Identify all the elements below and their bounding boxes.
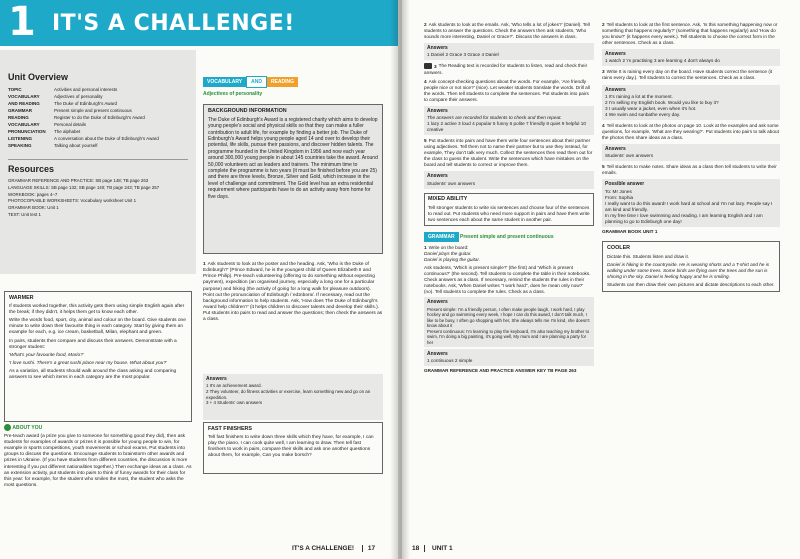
exercise-1 <box>203 262 383 323</box>
overview-value: A conversation about the Duke of Edinburgh's Award <box>54 135 159 141</box>
grammar-tag: GRAMMAR <box>424 232 459 242</box>
vocabulary-tag: VOCABULARY <box>203 77 246 87</box>
overview-table <box>8 87 188 149</box>
cooler-text: Dictate this. Students listen and draw it. <box>607 253 690 259</box>
exercise-number: 4 <box>602 122 605 128</box>
overview-key: AND READING <box>8 100 40 106</box>
cooler-heading: COOLER <box>607 244 631 251</box>
board-line: Daniel is playing the guitar. <box>424 257 481 263</box>
overview-key: VOCABULARY <box>8 121 40 127</box>
answers-box <box>424 106 594 135</box>
warmer-paragraph: If students worked together, this activity gets them using simple English again after the break; if they didn't, it helps them get to know each other. <box>9 303 185 316</box>
possible-answer-line: From: Sophia <box>605 194 634 200</box>
resources-heading: Resources <box>8 159 188 176</box>
overview-row <box>8 128 188 135</box>
grammar-subtitle: Present simple and present continuous <box>459 233 554 240</box>
answers-box-1 <box>203 374 383 420</box>
about-you-text: Pre-teach award (a prize you give to someone for something good they did), then ask students for examples of awards or prizes it is possible for young people to win, for example in sports competitions, youth movements or school exams. Put students into groups to discuss the questions. Encourage students to brainstorm other awards and prizes in Ukraine. (If you have students from different countries, the discussion is more interesting if you put different nationalities together.) Then exchange ideas as a class. As an extension activity, put students into pairs to think of funny awards for their class for this year: for example, for the student who smiles the most, the student who asks the most questions. <box>4 433 192 488</box>
overview-value: Present simple and present continuous <box>54 107 132 113</box>
overview-row <box>8 93 188 100</box>
answers-heading: Answers <box>605 86 626 93</box>
answers-box <box>602 49 780 66</box>
fast-finishers-box <box>203 422 383 474</box>
answer-item: 4 We swim and sunbathe every day. <box>605 111 681 117</box>
possible-answer-line: To: Mr Jones <box>605 188 632 194</box>
possible-answer-box <box>602 179 780 226</box>
answers-box <box>424 297 594 347</box>
answer-item: 2 I'm selling my English book. Would you like to buy it? <box>605 99 719 105</box>
reading-tag: READING <box>267 77 298 87</box>
answers-text: 1 lazy 2 active 3 loud 4 popular 5 funny 6 polite 7 friendly 8 quiet 9 helpful 10 creative <box>427 121 586 133</box>
exercise-text: Ask students to look at the poster and the heading. Ask, 'Who is the Duke of Edinburgh?' (Prince Edward, he is the youngest child of Queen Elizabeth II and Prince Philip). Pre-teach volunteering (offering to do something without expecting payment), expedition (an organised journey, especially a long one for a particular purpose) and hiking (the activity of going for a long walk for pleasure outdoors). Point out the pronunciation of Edinburgh /ˈedɪnbərə/. If necessary, read out the background information to help students. Ask, 'How does The Duke of Edinburgh's Award help children?' (it helps children to discover talents and develop their skills.). Put students into pairs to read and answer the questions; then check the answers as a class. <box>203 262 383 323</box>
exercise-number: 5 <box>424 138 427 144</box>
mixed-ability-box <box>424 193 594 226</box>
background-info-heading: BACKGROUND INFORMATION <box>208 108 287 114</box>
resource-line: WORKBOOK: pages 4–7 <box>8 191 58 197</box>
answers-heading: Answers <box>427 173 448 180</box>
cooler-text: Students can then draw their own pictures and dictate descriptions to each other. <box>607 281 775 287</box>
exercise-number: 5 <box>602 164 605 170</box>
resources-list <box>8 178 188 217</box>
answer-item: 2 They volunteer, do fitness activities or exercise, learn something new and go on an expedition. <box>206 389 371 400</box>
answers-text: 1 Daniel 2 Grace 3 Grace 4 Daniel <box>427 52 499 58</box>
answers-heading: Answers <box>427 45 448 52</box>
answers-heading: Answers <box>206 376 227 382</box>
warmer-paragraph: In pairs, students then compare and discuss their answers. Demonstrate with a stronger student: <box>9 338 177 350</box>
warmer-box <box>4 291 192 422</box>
possible-answer-line: I really want to do this award! I work hard at school and I'm not lazy. People say I am kind and friendly. <box>605 200 773 212</box>
overview-value: The alphabet <box>54 128 81 134</box>
answer-item: 3 + 4 Students' own answers <box>206 400 263 406</box>
resource-line: TEST: Unit test 1 <box>8 211 41 217</box>
warmer-text <box>9 304 187 381</box>
grammar-header <box>424 232 594 242</box>
exercise-text: Ask students to look at the emails. Ask, 'Who tells a lot of jokes?' (Daniel). Tell students to answer the questions. Check the answers then ask students, 'Who sounds more interesting, Daniel or Grace?'. Discuss the answers in class. <box>424 22 590 40</box>
answers-box <box>602 85 780 120</box>
warmer-paragraph: Write the words food, sport, city, animal and colour on the board. Give students one minute to write down their favourite thing in each category. Start by giving them an example for each, e.g. ice cream, basketball, Milan, elephant and green. <box>9 318 186 336</box>
mixed-ability-text: Tell stronger students to write six sentences and choose four of the sentences to read out. Put students who need more support in pairs and have them write two sentences each about the same student in another pair. <box>428 204 590 222</box>
answers-heading: Answers <box>427 299 448 306</box>
footer-label: UNIT 1 <box>432 545 453 552</box>
overview-row <box>8 142 188 149</box>
right-column-1 <box>424 22 594 374</box>
resource-line: GRAMMAR REFERENCE AND PRACTICE: SB page 148; TB page 263 <box>8 178 149 184</box>
answers-text: 1 continuous 2 simple <box>427 358 473 364</box>
answers-box <box>602 144 780 161</box>
exercise-line: Write on the board: <box>428 245 469 251</box>
footer-label: IT'S A CHALLENGE! <box>292 545 355 552</box>
right-column-2 <box>602 22 780 292</box>
exercise-text: Tell students to look at the photos on page 10. Look at the examples and ask some questions, for example, 'What are they wearing?'. Put students into pairs to talk about the photos then share ideas as a class. <box>602 122 779 140</box>
exercise-text: Ask students, 'Which is present simple?' (the first) and 'Which is present continuous?' (the second). Tell students to complete the table in their notebooks. Check answers as a class. If necessary, remind the students the rules in their notebooks. Ask, 'When Daniel writes "I work hard", does he mean only now?' (no). Tell students to complete the rules. Check as a class. <box>424 265 591 295</box>
overview-value: Register to do the Duke of Edinburgh's Award <box>54 114 145 120</box>
unit-title: IT'S A CHALLENGE! <box>52 11 295 36</box>
overview-key: VOCABULARY <box>8 94 40 100</box>
answer-item: 1 It's an achievement award. <box>206 383 262 389</box>
answers-text: 1 watch 2 'm practising 3 are learning 4 don't always do <box>605 58 720 64</box>
overview-value: Talking about yourself <box>54 142 98 148</box>
left-footer <box>292 545 375 553</box>
answer-item: 1 It's raining a lot at the moment. <box>605 93 673 99</box>
answers-text: Students' own answers <box>605 153 654 159</box>
background-info-text: The Duke of Edinburgh's Award is a registered charity which aims to develop young people's social and physical skills so that they can make a fuller contribution to adult life, for example by finding a better job. The Duke of Edinburgh's Award helps young people aged 14 and over to develop their potential, life skills, pursue their passions, and discover hidden talents. The programme founded in the United Kingdom in 1956 and now each year around 300,000 young people in about 145 countries take the award. Around 50,000 volunteers act as leaders and trainers. The minimum time to complete the programme is two years (it must be finished before you are 25) and there are three levels, Bronze, Silver and Gold, which increase in the level of challenge and commitment. The Gold level has an extra residential requirement where participants have to do an activity away from home for five days. <box>208 116 378 200</box>
overview-panel <box>0 50 196 274</box>
mixed-ability-heading: MIXED ABILITY <box>428 195 468 202</box>
cooler-dictation: Daniel is hiking in the countryside. He is wearing shorts and a T-shirt and he is walking under some trees. Some birds are flying over the trees and the sun is shining in the sky. Daniel is feeling happy and he is smiling. <box>607 261 770 279</box>
exercise-number: 3 <box>602 69 605 75</box>
overview-value: Personal details <box>54 121 87 127</box>
fast-finishers-heading: FAST FINISHERS <box>208 426 253 432</box>
warmer-paragraph: As a variation, all students should walk around the class asking and comparing answers to see which items in each category are the most popular. <box>9 369 177 381</box>
answer-item: 3 I usually wear a jacket, even when it's hot. <box>605 105 697 111</box>
exercise-text: Ask concept-checking questions about the words. For example, 'Are friendly people nice or not nice?' (nice). Let weaker students translate the words. Drill all the words. Then tell students to complete the sentences. Put students into pairs to compare their answers. <box>424 78 590 102</box>
fast-finishers-text: Tell fast finishers to write down three skills which they have, for example, I can play the piano, I can cook quite well, I am learning to draw. Then tell fast finishers to work in pairs, compare their skills and ask one another questions about them, for example, Can you make borsch? <box>208 434 374 459</box>
exercise-text: Put students into pairs and have them write four sentences about their partner using adjectives. Tell them not to name their partner but to use they instead, for example, They don't talk very much. Collect the sentences then read them out for the class to guess the student. Write the sentences which have mistakes on the board and tell students to correct or improve them. <box>424 138 593 168</box>
page-number: 17 <box>362 545 375 552</box>
answers-text: Students' own answers <box>427 180 476 186</box>
overview-row <box>8 114 188 121</box>
cooler-box <box>602 241 780 292</box>
answers-heading: Answers <box>427 107 448 114</box>
grammar-book-link: GRAMMAR BOOK UNIT 1 <box>602 228 658 234</box>
possible-answer-line: In my free time I love swimming and reading. I am learning English and I am planning to go to Edinburgh one day! <box>605 212 763 224</box>
answers-heading: Answers <box>427 351 448 358</box>
overview-key: TOPIC <box>8 87 22 93</box>
answers-note: The answers are recorded for students to check and then repeat. <box>427 115 562 121</box>
answers-box <box>424 171 594 188</box>
about-you-section <box>4 424 192 558</box>
exercise-number: 1 <box>203 262 206 267</box>
overview-key: READING <box>8 114 29 120</box>
overview-key: PRONUNCIATION <box>8 128 46 134</box>
exercise-number: 3 <box>434 63 437 69</box>
left-page <box>0 0 398 559</box>
exercise-text: The Reading text is recorded for students to listen, read and check their answers. <box>424 63 588 75</box>
exercise-text: Tell students to make notes. Share ideas as a class then tell students to write their emails. <box>602 164 777 176</box>
overview-key: SPEAKING <box>8 142 32 148</box>
vocab-reading-subtitle: Adjectives of personality <box>203 91 263 98</box>
overview-heading: Unit Overview <box>8 72 69 82</box>
overview-key: GRAMMAR <box>8 107 32 113</box>
exercise-number: 2 <box>602 22 605 27</box>
exercise-text: Write It is raining every day on the board. Have students correct the sentence (it rains every day.). Tell students to correct the sentences. Check as a class. <box>602 69 773 81</box>
warmer-paragraph: 'What's your favourite food, Mario?' <box>9 352 84 358</box>
vocab-reading-header <box>203 76 353 98</box>
answers-list <box>206 383 380 406</box>
answers-heading: Answers <box>605 146 626 152</box>
possible-answer-heading: Possible answer <box>605 181 645 188</box>
overview-row <box>8 121 188 128</box>
warmer-heading: WARMER <box>9 295 34 301</box>
page-number: 18 <box>412 545 425 552</box>
overview-value: Adjectives of personality <box>54 94 103 100</box>
background-info-box <box>203 104 383 254</box>
exercise-text: Tell students to look at the first sentence. Ask, 'Is this something happening now or something that happens regularly?' (something that happens regularly) and 'How do you know?' (it happens every week.). Tell students to choose the correct form in the other sentences. Check as a class. <box>602 22 778 46</box>
overview-row <box>8 107 188 114</box>
resource-line: GRAMMAR BOOK: Unit 1 <box>8 204 59 210</box>
answers-text: Present continuous: I'm learning to play the keyboard, I'm also teaching my brother to swim, I'm doing a big painting, it's going well, My mum and I are planning a party for her <box>427 328 590 345</box>
exercise-number: 2 <box>424 22 427 27</box>
and-tag: AND <box>246 76 267 88</box>
answers-heading: Answers <box>605 51 626 58</box>
grammar-reference-link: GRAMMAR REFERENCE AND PRACTICE ANSWER KEY TB PAGE 263 <box>424 368 577 374</box>
overview-value: Activities and personal interests <box>54 87 118 93</box>
overview-row <box>8 100 188 107</box>
overview-value: The Duke of Edinburgh's Award <box>54 100 118 106</box>
overview-row <box>8 87 188 94</box>
right-page <box>402 0 800 559</box>
answers-box <box>424 43 594 60</box>
about-you-heading: ABOUT YOU <box>12 424 43 431</box>
exercise-number: 1 <box>424 245 427 251</box>
unit-number: 1 <box>8 0 36 45</box>
audio-icon <box>424 63 432 69</box>
board-line: Daniel plays the guitar. <box>424 251 472 257</box>
overview-row <box>8 135 188 142</box>
exercise-number: 4 <box>424 78 427 84</box>
about-you-icon <box>4 424 11 431</box>
overview-key: LISTENING <box>8 135 33 141</box>
resource-line: LANGUAGE SKILLS: SB page 132; SB page 140; TB page 243; TB page 257 <box>8 185 160 191</box>
right-footer <box>412 545 453 553</box>
resource-line: PHOTOCOPIABLE WORKSHEETS: Vocabulary worksheet Unit 1 <box>8 198 137 204</box>
answers-text: Present simple: I'm a friendly person, I often make people laugh, I work hard, I play hockey and go swimming every week, I hope I can do this award, I don't talk much, I like to be busy, I often go shopping with her, She always tells me I'm kind, she doesn't know about it <box>427 306 590 329</box>
warmer-paragraph: 'I love sushi. There's a great sushi place near my house. What about you?' <box>9 360 167 366</box>
answers-box <box>424 349 594 366</box>
